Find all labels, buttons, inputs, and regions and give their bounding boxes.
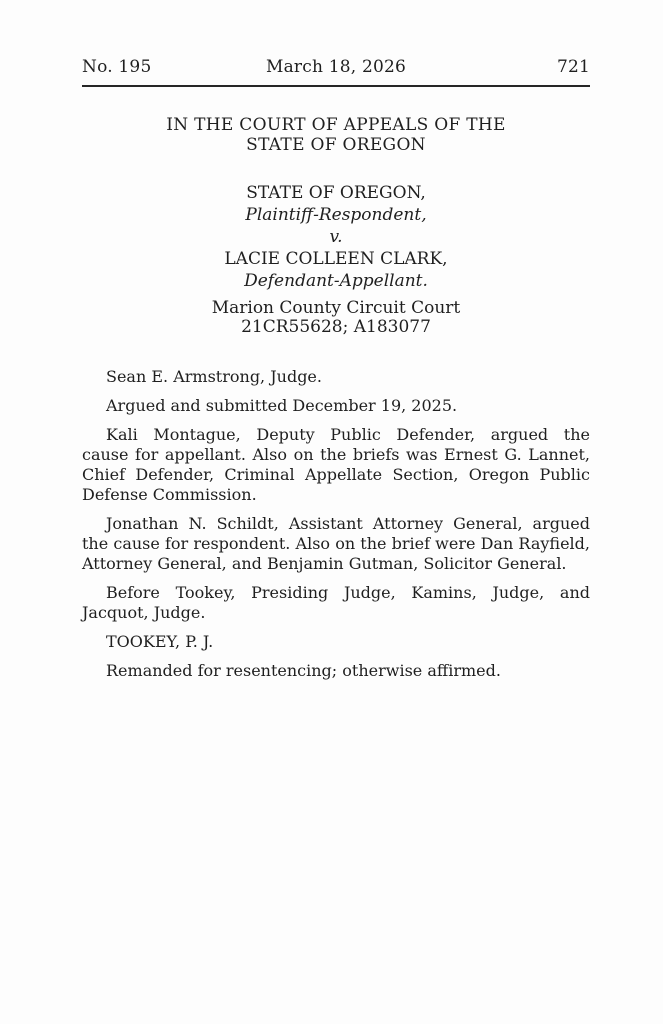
opinion-front-matter bbox=[82, 367, 590, 681]
trial-judge-line: Sean E. Armstrong, Judge. bbox=[106, 367, 322, 386]
argued-submitted-line: Argued and submitted December 19, 2025. bbox=[106, 396, 458, 415]
text-line: Jonathan N. Schildt, Assistant Attorney General, argued bbox=[106, 514, 590, 533]
court-title-line-2: STATE OF OREGON bbox=[246, 135, 426, 155]
respondent-counsel-paragraph bbox=[82, 514, 590, 574]
text-line: cause for appellant. Also on the briefs was Ernest G. Lannet, bbox=[82, 445, 590, 464]
docket-number: No. 195 bbox=[82, 57, 152, 77]
panel-paragraph bbox=[82, 583, 590, 623]
defendant-name: LACIE COLLEEN CLARK, bbox=[224, 249, 448, 269]
plaintiff-name: STATE OF OREGON, bbox=[246, 183, 426, 203]
versus: v. bbox=[329, 227, 343, 247]
text-line: the cause for respondent. Also on the brief were Dan Rayfield, bbox=[82, 534, 590, 553]
running-head bbox=[82, 57, 590, 87]
plaintiff-role: Plaintiff-Respondent, bbox=[245, 205, 427, 225]
text-line: Kali Montague, Deputy Public Defender, argued the bbox=[106, 425, 590, 444]
court-title bbox=[82, 115, 590, 155]
appellant-counsel-paragraph bbox=[82, 425, 590, 505]
decision-date: March 18, 2026 bbox=[265, 57, 407, 77]
text-line: Defense Commission. bbox=[82, 485, 257, 504]
trial-court-name: Marion County Circuit Court bbox=[211, 298, 461, 318]
text-line: Jacquot, Judge. bbox=[82, 603, 206, 622]
case-caption bbox=[82, 182, 590, 337]
case-numbers: 21CR55628; A183077 bbox=[241, 317, 431, 337]
disposition-line: Remanded for resentencing; otherwise affirmed. bbox=[106, 661, 501, 680]
text-line: Chief Defender, Criminal Appellate Section, Oregon Public bbox=[82, 465, 590, 484]
defendant-role: Defendant-Appellant. bbox=[244, 271, 428, 291]
text-line: Before Tookey, Presiding Judge, Kamins, Judge, and bbox=[106, 583, 590, 602]
opinion-author-line: TOOKEY, P. J. bbox=[106, 632, 214, 651]
court-title-line-1: IN THE COURT OF APPEALS OF THE bbox=[166, 115, 506, 135]
trial-court-info bbox=[82, 299, 590, 337]
page-number: 721 bbox=[556, 57, 590, 77]
text-line: Attorney General, and Benjamin Gutman, Solicitor General. bbox=[82, 554, 567, 573]
